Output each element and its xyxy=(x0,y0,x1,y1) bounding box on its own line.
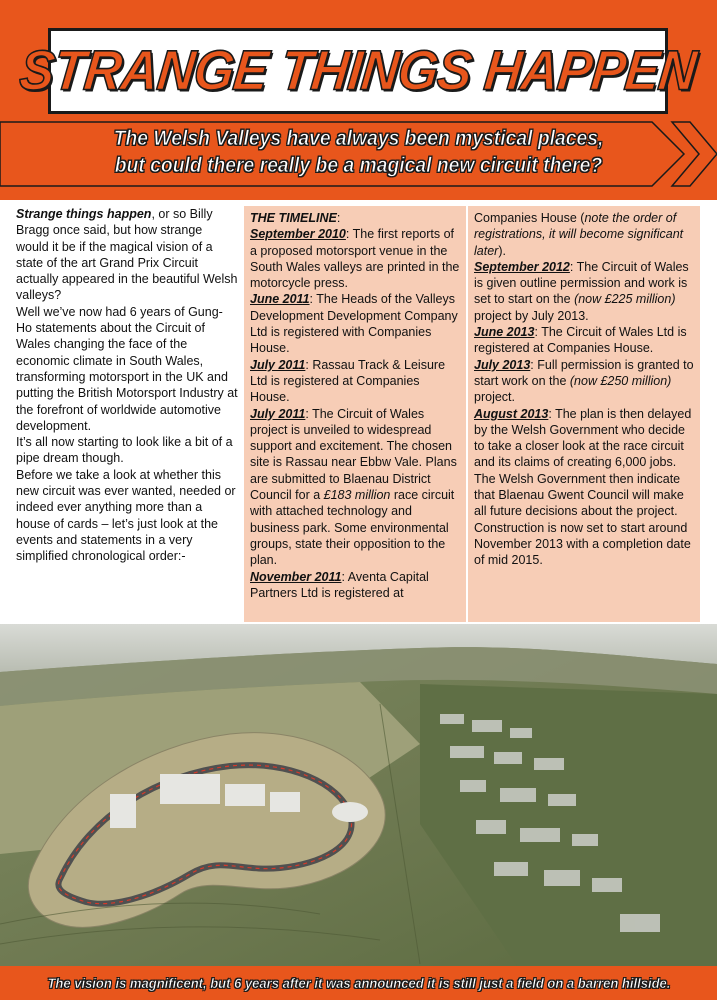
timeline-entry xyxy=(250,226,460,291)
timeline-heading xyxy=(250,210,460,226)
timeline-date: September 2010 xyxy=(250,227,346,242)
timeline-text: race circuit with attached technology and business park. Some environmental groups, state their opposition to the plan. xyxy=(250,488,455,568)
intro-paragraph-3: It’s all now starting to look like a bit of a pipe dream though. xyxy=(16,435,233,466)
timeline-heading-text: THE TIMELINE xyxy=(250,211,337,225)
timeline-date: June 2013 xyxy=(474,325,535,340)
timeline-paragraph: Construction is now set to start around November 2013 with a completion date of mid 2015. xyxy=(474,520,691,568)
timeline-column-2 xyxy=(468,206,700,622)
timeline-entry xyxy=(474,357,694,406)
timeline-column-1 xyxy=(244,206,466,622)
intro-p1-text: , or so Billy Bragg once said, but how strange would it be if the magical vision of a state of the art Grand Prix Circuit actually appeared in the beautiful Welsh valleys? xyxy=(16,207,238,303)
intro-paragraph-4: Before we take a look at whether this new circuit was ever wanted, needed or indeed ever anything more than a house of cards – let’s just look at the events and statements in a very simplified chronological order:- xyxy=(16,467,236,564)
timeline-entry xyxy=(250,357,460,406)
intro-column xyxy=(16,206,238,565)
timeline-text: ). xyxy=(498,243,506,258)
intro-paragraph-2: Well we’ve now had 6 years of Gung-Ho statements about the Circuit of Wales changing the face of the economic climate in South Wales, transforming motorsport in the UK and putting the British Motorsport Industry at the forefront of worldwide automotive development. xyxy=(16,304,238,433)
timeline-text: : The Heads of the Valleys Development Development Company Ltd is registered with Companies House. xyxy=(250,292,458,356)
timeline-entry xyxy=(474,406,694,471)
title-box xyxy=(17,28,699,114)
circuit-aerial-photo xyxy=(0,624,717,970)
timeline-text: project by July 2013. xyxy=(474,308,589,323)
timeline-date: July 2013 xyxy=(474,357,531,372)
timeline-date: August 2013 xyxy=(474,406,549,421)
caption-bar xyxy=(0,966,717,1000)
timeline-amount: £183 million xyxy=(323,488,391,503)
timeline-entry xyxy=(474,210,694,259)
timeline-text: : The first reports of a proposed motorsport venue in the South Wales valleys are printed in the motorcycle press. xyxy=(250,227,460,291)
timeline-date: July 2011 xyxy=(250,357,306,372)
timeline-entry xyxy=(474,259,694,324)
timeline-date: July 2011 xyxy=(250,406,306,421)
timeline-amount: (now £225 million) xyxy=(574,292,676,307)
timeline-amount: (now £250 million) xyxy=(569,373,672,388)
timeline-entry xyxy=(474,324,694,357)
timeline-text: : The Circuit of Wales Ltd is registered at Companies House. xyxy=(474,325,687,356)
intro-paragraph-1 xyxy=(16,206,238,304)
timeline-text: Companies House ( xyxy=(474,211,585,225)
timeline-date: November 2011 xyxy=(250,569,342,584)
subtitle xyxy=(29,125,689,179)
timeline-text: project. xyxy=(474,390,515,405)
timeline-text: : Aventa Capital Partners Ltd is registered at xyxy=(250,569,429,600)
timeline-note: note the order of registrations, it will become significant later xyxy=(474,211,684,258)
timeline-text: : The Circuit of Wales project is unveiled to widespread support and excitement. The chosen site is Rassau near Ebbw Vale. Plans are submitted to Blaenau District Council for a xyxy=(250,406,457,503)
intro-lead: Strange things happen xyxy=(16,207,152,221)
timeline-entry xyxy=(250,569,460,602)
timeline-text: : The plan is then delayed by the Welsh Government who decide to take a closer look at the race circuit and its claims of creating 6,000 jobs. xyxy=(474,406,692,470)
subtitle-line-1: The Welsh Valleys have always been mystical places, xyxy=(113,127,604,150)
timeline-text: : Rassau Track & Leisure Ltd is registered at Companies House. xyxy=(250,357,446,405)
timeline-entry xyxy=(250,406,460,569)
timeline-date: June 2011 xyxy=(250,292,310,307)
timeline-heading-colon: : xyxy=(336,211,341,225)
timeline-text: : The Circuit of Wales is given outline permission and work is set to start on the xyxy=(474,259,689,307)
timeline-paragraph: The Welsh Government then indicate that Blaenau Gwent Council will make all future decisions about the project. xyxy=(474,471,684,519)
subtitle-line-2: but could there really be a magical new circuit there? xyxy=(114,154,603,177)
timeline-entry xyxy=(250,291,460,356)
photo-caption: The vision is magnificent, but 6 years after it was announced it is still just a field on a barren hillside. xyxy=(47,975,670,991)
timeline-date: September 2012 xyxy=(474,259,570,274)
timeline-text: : Full permission is granted to start work on the xyxy=(474,357,694,388)
page-title: STRANGE THINGS HAPPEN xyxy=(17,39,699,103)
